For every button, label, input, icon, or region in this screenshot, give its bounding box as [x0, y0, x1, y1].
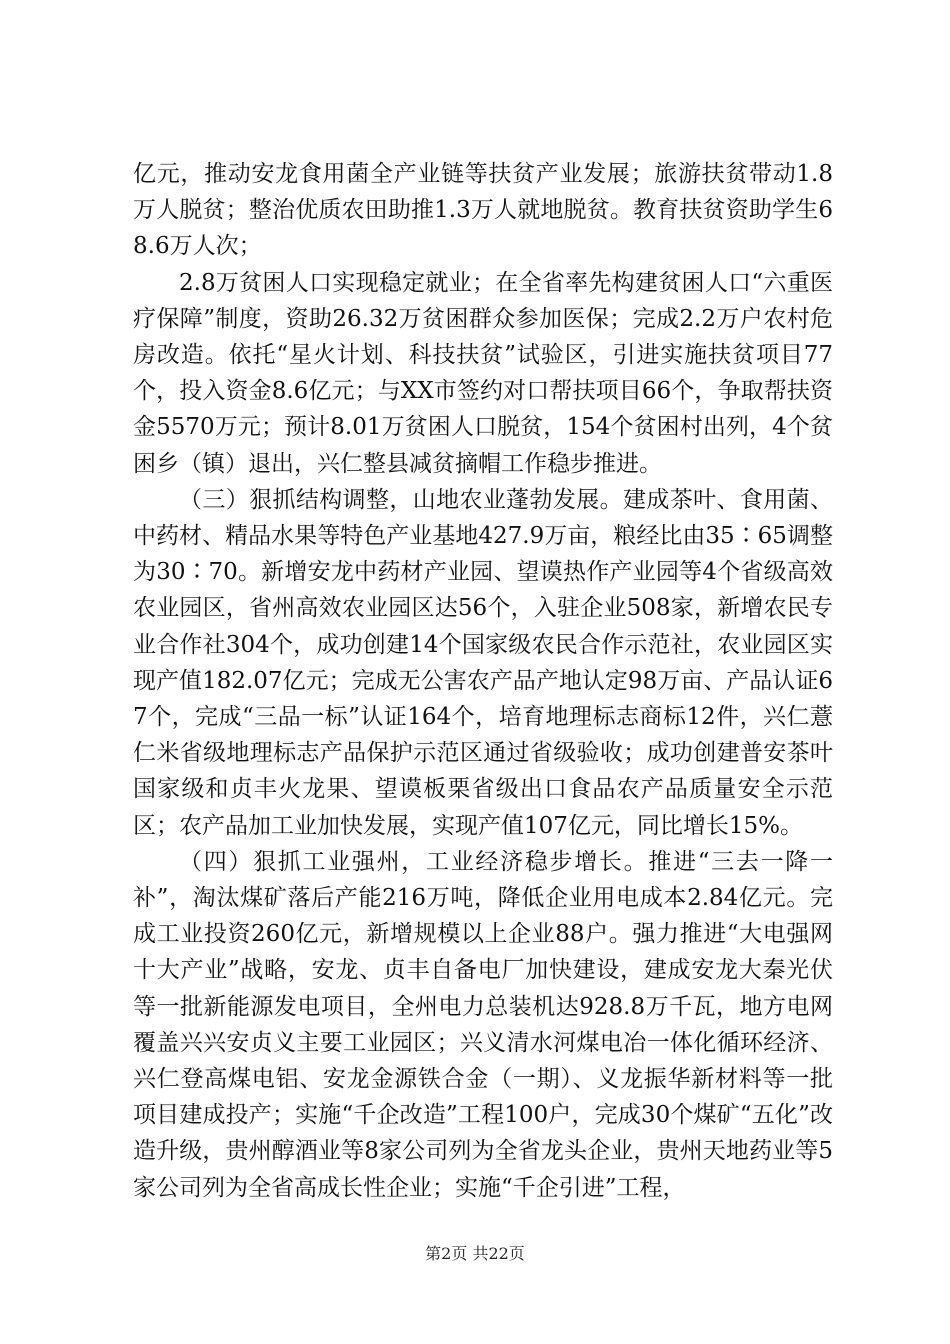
- paragraph-3: （三）狠抓结构调整，山地农业蓬勃发展。建成茶叶、食用菌、中药材、精品水果等特色产业基地427.9万亩，粮经比由35∶65调整为30∶70。新增安龙中药材产业园、望谟热作产业园等4个省级高效农业园区，省州高效农业园区达56个，入驻企业508家，新增农民专业合作社304个，成功创建14个国家级农民合作示范社，农业园区实现产值182.07亿元；完成无公害农产品产地认定98万亩、产品认证67个，完成“三品一标”认证164个，培育地理标志商标12件，兴仁薏仁米省级地理标志产品保护示范区通过省级验收；成功创建普安茶叶国家级和贞丰火龙果、望谟板栗省级出口食品农产品质量安全示范区；农产品加工业加快发展，实现产值107亿元，同比增长15%。: [133, 486, 833, 839]
- paragraph-1: 亿元，推动安龙食用菌全产业链等扶贫产业发展；旅游扶贫带动1.8万人脱贫；整治优质农田助推1.3万人就地脱贫。教育扶贫资助学生68.6万人次；: [133, 161, 833, 260]
- paragraph-2: 2.8万贫困人口实现稳定就业；在全省率先构建贫困人口“六重医疗保障”制度，资助26.32万贫困群众参加医保；完成2.2万户农村危房改造。依托“星火计划、科技扶贫”试验区，引进实施扶贫项目77个，投入资金8.6亿元；与XX市签约对口帮扶项目66个，争取帮扶资金5570万元；预计8.01万贫困人口脱贫，154个贫困村出列，4个贫困乡（镇）退出，兴仁整县减贫摘帽工作稳步推进。: [133, 269, 833, 477]
- document-body: [133, 156, 833, 1206]
- paragraph-4: （四）狠抓工业强州，工业经济稳步增长。推进“三去一降一补”，淘汰煤矿落后产能216万吨，降低企业用电成本2.84亿元。完成工业投资260亿元，新增规模以上企业88户。强力推进“大电强网十大产业”战略，安龙、贞丰自备电厂加快建设，建成安龙大秦光伏等一批新能源发电项目，全州电力总装机达928.8万千瓦，地方电网覆盖兴兴安贞义主要工业园区；兴义清水河煤电冶一体化循环经济、兴仁登高煤电铝、安龙金源铁合金（一期）、义龙振华新材料等一批项目建成投产；实施“千企改造”工程100户，完成30个煤矿“五化”改造升级，贵州醇酒业等8家公司列为全省龙头企业，贵州天地药业等5家公司列为全省高成长性企业；实施“千企引进”工程，: [133, 848, 833, 1201]
- page-number-footer: 第2页 共22页: [425, 1244, 525, 1263]
